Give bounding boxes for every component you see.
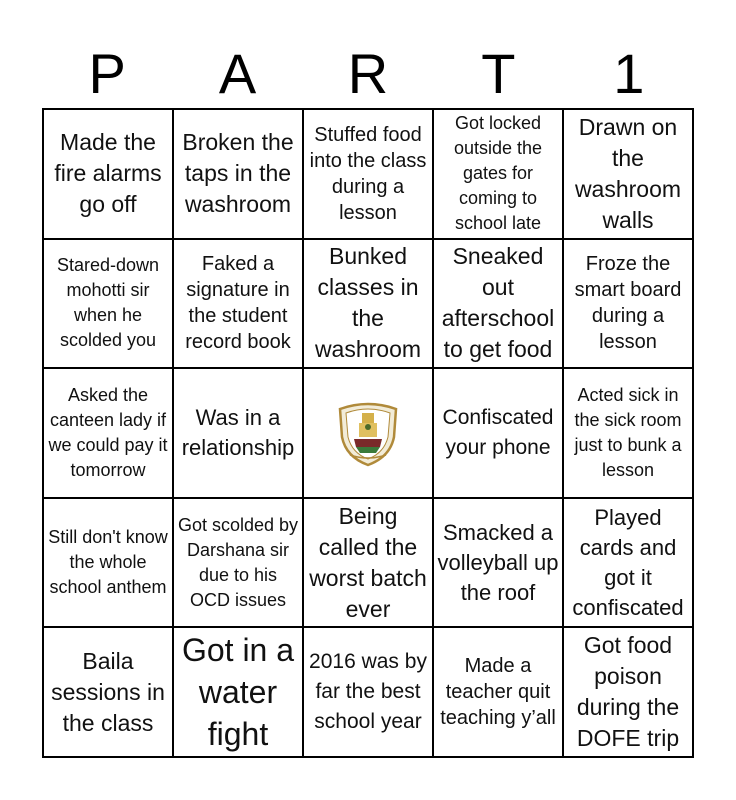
cell-text: Baila sessions in the class [51, 647, 165, 736]
bingo-cell[interactable] [303, 239, 433, 369]
bingo-cell[interactable] [43, 368, 173, 498]
cell-text: Drawn on the washroom walls [574, 113, 682, 233]
cell-text: Asked the canteen lady if we could pay it tomorrow [48, 384, 168, 480]
cell-text: Being called the worst batch ever [309, 502, 427, 622]
cell-text: Froze the smart board during a lesson [574, 253, 682, 354]
header-letter: T [481, 42, 516, 105]
header-letter: A [218, 42, 257, 105]
bingo-cell[interactable] [173, 109, 303, 239]
cell-text: Sneaked out afterschool to get food [441, 243, 555, 363]
cell-text: Stared-down mohotti sir when he scolded you [56, 255, 160, 351]
cell-text: Got scolded by Darshana sir due to his OCD issues [177, 514, 299, 610]
header-letter: R [347, 42, 389, 105]
cell-text: Broken the taps in the washroom [182, 129, 294, 218]
bingo-cell[interactable] [433, 368, 563, 498]
cell-text: 2016 was by far the best school year [309, 650, 427, 734]
bingo-cell[interactable] [303, 109, 433, 239]
bingo-header [42, 40, 694, 108]
school-crest-icon [332, 397, 404, 469]
header-letter: 1 [613, 42, 645, 105]
bingo-cell[interactable] [563, 498, 693, 628]
cell-text: Played cards and got it confiscated [572, 504, 684, 620]
cell-text: Was in a relationship [181, 404, 295, 460]
bingo-cell[interactable] [173, 239, 303, 369]
header-letter: P [88, 42, 126, 105]
bingo-cell[interactable] [43, 109, 173, 239]
cell-text: Stuffed food into the class during a lesson [309, 123, 427, 224]
bingo-cell[interactable] [433, 239, 563, 369]
cell-text: Acted sick in the sick room just to bunk a lesson [574, 384, 682, 480]
bingo-cell[interactable] [43, 239, 173, 369]
bingo-cell[interactable] [173, 498, 303, 628]
bingo-cell[interactable] [563, 627, 693, 757]
bingo-cell[interactable] [563, 368, 693, 498]
cell-text: Faked a signature in the student record book [185, 253, 291, 354]
bingo-cell[interactable] [433, 627, 563, 757]
bingo-cell[interactable] [173, 627, 303, 757]
cell-text: Confiscated your phone [442, 405, 554, 459]
bingo-cell[interactable] [433, 498, 563, 628]
cell-text: Smacked a volleyball up the roof [437, 519, 559, 605]
cell-text: Still don't know the whole school anthem [48, 527, 168, 598]
bingo-cell[interactable] [433, 109, 563, 239]
bingo-cell[interactable] [173, 368, 303, 498]
bingo-cell[interactable] [43, 627, 173, 757]
bingo-cell[interactable] [43, 498, 173, 628]
bingo-cell[interactable] [563, 239, 693, 369]
bingo-cell[interactable] [303, 627, 433, 757]
free-space-cell[interactable] [303, 368, 433, 498]
cell-text: Made the fire alarms go off [54, 129, 162, 218]
cell-text: Got in a water fight [181, 632, 295, 753]
cell-text: Made a teacher quit teaching y’all [440, 655, 556, 730]
cell-text: Bunked classes in the washroom [314, 243, 422, 363]
cell-text: Got locked outside the gates for coming to school late [453, 113, 543, 234]
bingo-board [42, 108, 694, 758]
cell-text: Got food poison during the DOFE trip [576, 632, 680, 752]
bingo-cell[interactable] [563, 109, 693, 239]
bingo-cell[interactable] [303, 498, 433, 628]
